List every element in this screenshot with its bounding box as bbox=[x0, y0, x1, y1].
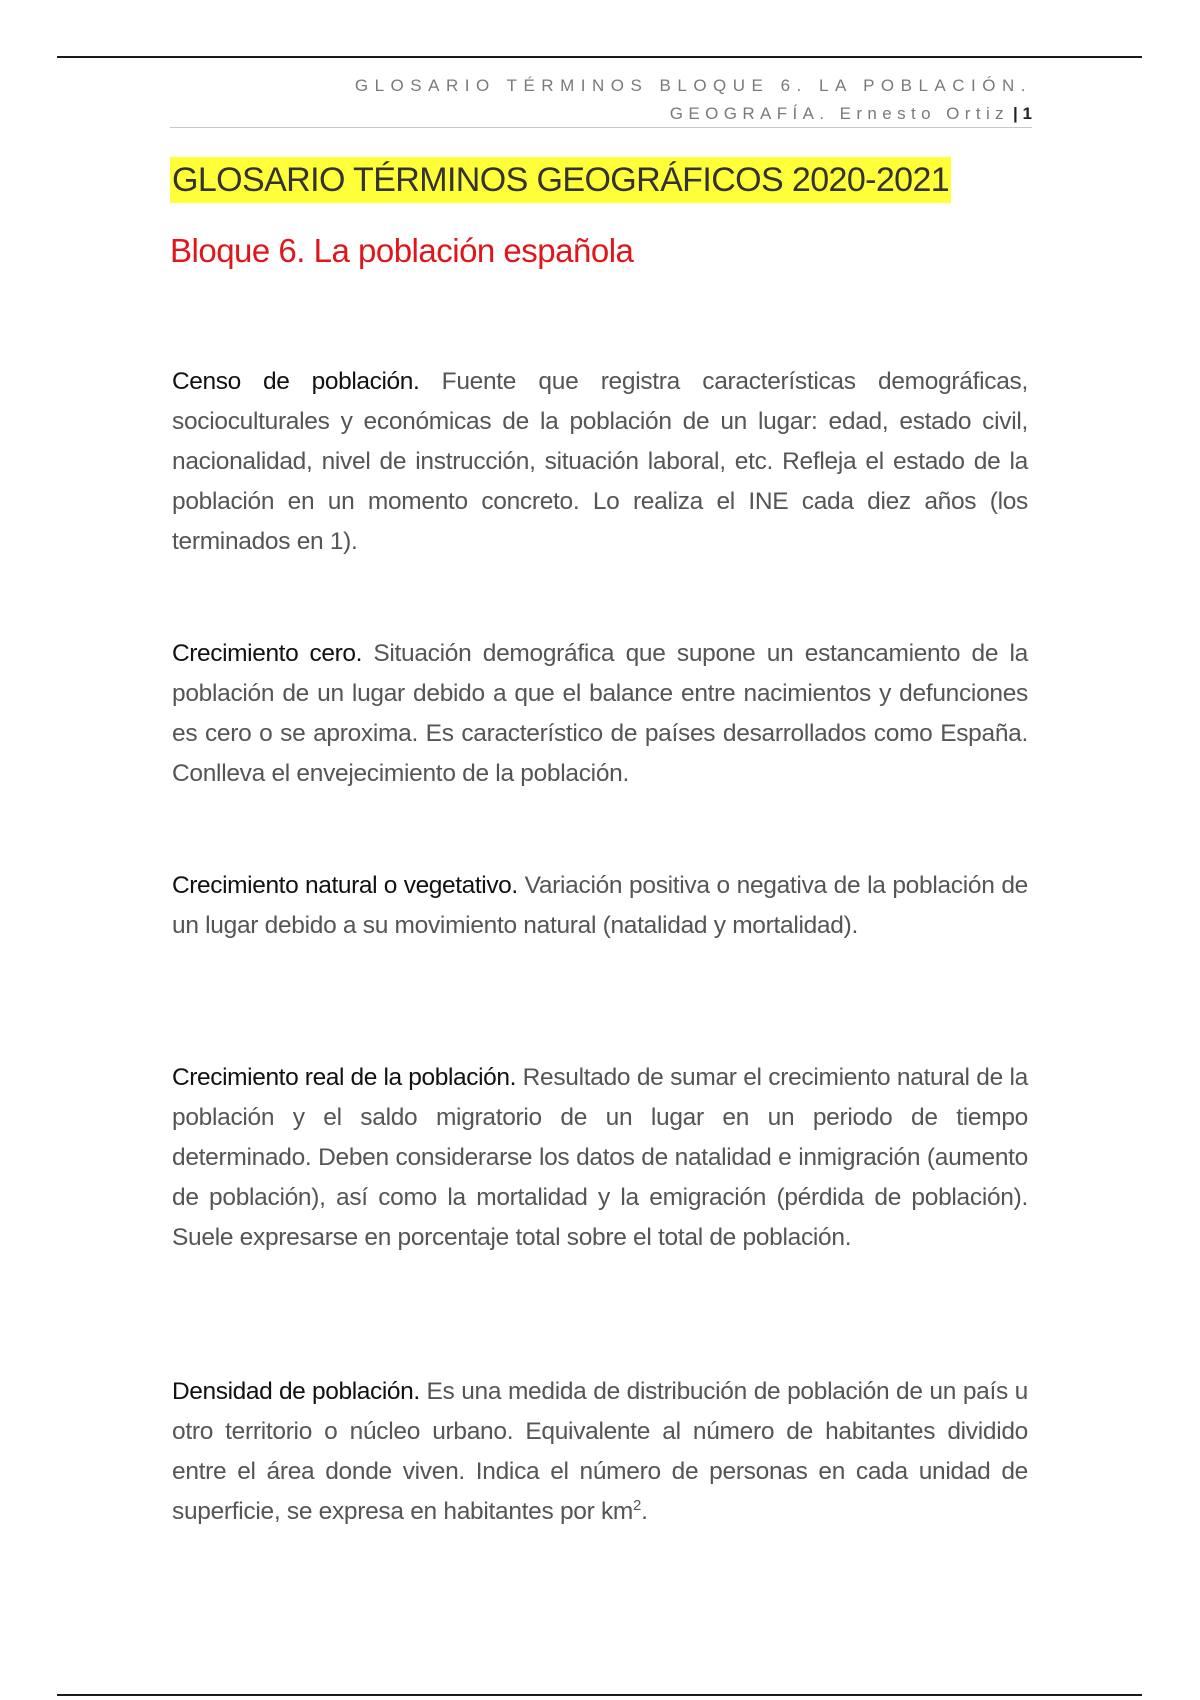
entry-term: Crecimiento real de la población. bbox=[172, 1064, 516, 1091]
page-number bbox=[1013, 104, 1032, 123]
entry-term: Crecimiento natural o vegetativo. bbox=[172, 872, 518, 899]
page-number-value: 1 bbox=[1022, 104, 1032, 123]
header-rule bbox=[170, 127, 1032, 128]
page-header bbox=[170, 72, 1032, 128]
header-line-2 bbox=[170, 100, 1032, 128]
entry-trailing-period: . bbox=[641, 1498, 648, 1525]
entry-definition: Resultado de sumar el crecimiento natural de la población y el saldo migratorio de un lugar en un periodo de tiempo determinado. Deben considerarse los datos de natalidad e inmigración (aumento de población), así como la mortalidad y la emigración (pérdida de población). Suele expresarse en porcentaje total sobre el total de población. bbox=[172, 1064, 1028, 1251]
document-title: GLOSARIO TÉRMINOS GEOGRÁFICOS 2020-2021 bbox=[170, 157, 951, 203]
header-line-1: GLOSARIO TÉRMINOS BLOQUE 6. LA POBLACIÓN. bbox=[354, 76, 1032, 95]
glossary-entry-densidad bbox=[172, 1372, 1028, 1532]
entry-term: Crecimiento cero. bbox=[172, 640, 362, 667]
glossary-entry-crecimiento-cero bbox=[172, 634, 1028, 794]
header-separator: | bbox=[1013, 104, 1018, 123]
bottom-rule bbox=[57, 1694, 1142, 1696]
entry-definition: Variación positiva o negativa de la población de un lugar debido a su movimiento natural (natalidad y mortalidad). bbox=[172, 872, 1028, 939]
header-author: GEOGRAFÍA. Ernesto Ortiz bbox=[669, 104, 1010, 123]
glossary-entry-censo bbox=[172, 362, 1028, 562]
entry-definition: Fuente que registra características demográficas, socioculturales y económicas de la población de un lugar: edad, estado civil, nacionalidad, nivel de instrucción, situación laboral, etc. Refleja el estado de la población en un momento concreto. Lo realiza el INE cada diez años (los terminados en 1). bbox=[172, 368, 1028, 555]
superscript-two: 2 bbox=[633, 1496, 642, 1514]
entry-term: Densidad de población. bbox=[172, 1378, 420, 1405]
glossary-entry-crecimiento-real bbox=[172, 1058, 1028, 1258]
document-subtitle: Bloque 6. La población española bbox=[170, 232, 634, 269]
entry-definition: Situación demográfica que supone un estancamiento de la población de un lugar debido a que el balance entre nacimientos y defunciones es cero o se aproxima. Es característico de países desarrollados como España. Conlleva el envejecimiento de la población. bbox=[172, 640, 1028, 787]
glossary-entry-crecimiento-natural bbox=[172, 866, 1028, 946]
top-rule bbox=[57, 56, 1142, 58]
entry-term: Censo de población. bbox=[172, 368, 420, 395]
entry-definition: Es una medida de distribución de población de un país u otro territorio o núcleo urbano. Equivalente al número de habitantes dividido entre el área donde viven. Indica el número de personas en cada unidad de superficie, se expresa en habitantes por km bbox=[172, 1378, 1028, 1525]
